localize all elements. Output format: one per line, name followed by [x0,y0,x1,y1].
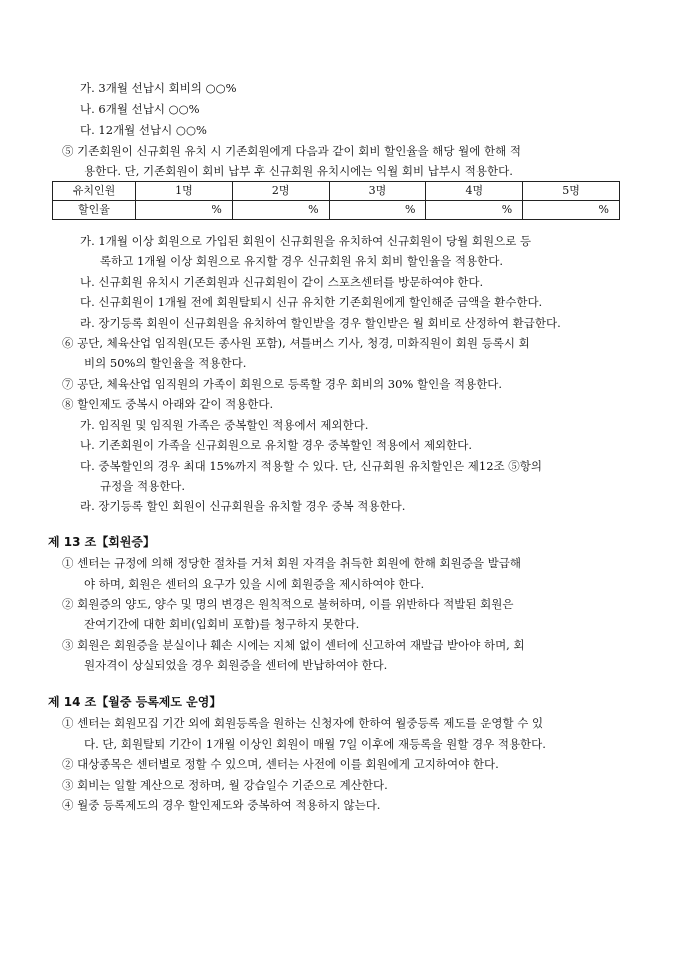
table-cell-1: 1명 [136,182,233,201]
item7: ⑦ 공단, 체육산업 임직원의 가족이 회원으로 등록할 경우 회비의 30% 할인을 적용한다. [62,377,503,391]
article14-item1-line2: 다. 단, 회원탈퇴 기간이 1개월 이상인 회원이 매월 7일 이후에 재등록을 원할 경우 적용한다. [84,737,546,751]
table-pct-2: % [232,201,329,220]
article13-item1-line1: ① 센터는 규정에 의해 정당한 절차를 거쳐 회원 자격을 취득한 회원에 한해 회원증을 발급해 [62,556,521,570]
item5-sub-da: 다. 신규회원이 1개월 전에 회원탈퇴시 신규 유치한 기존회원에게 할인해준 금액을 환수한다. [80,295,543,309]
article14-item2: ② 대상종목은 센터별로 정할 수 있으며, 센터는 사전에 이를 회원에게 고지하여야 한다. [62,757,499,771]
item5-line2: 용한다. 단, 기존회원이 회비 납부 후 신규회원 유치시에는 익월 회비 납부시 적용한다. [84,164,513,178]
table-header-headcount: 유치인원 [53,182,136,201]
article14-title: 제 14 조【월중 등록제도 운영】 [48,695,222,709]
table-header-discount: 할인율 [53,201,136,220]
article14-item4: ④ 월중 등록제도의 경우 할인제도와 중복하여 적용하지 않는다. [62,798,381,812]
prepay-12-months: 다. 12개월 선납시 ○○% [80,123,207,137]
item8-da-line1: 다. 중복할인의 경우 최대 15%까지 적용할 수 있다. 단, 신규회원 유치할인은 제12조 ⑤항의 [80,459,543,473]
table-pct-4: % [426,201,523,220]
referral-discount-table [52,181,620,220]
table-pct-3: % [329,201,426,220]
item5-sub-ga-line1: 가. 1개월 이상 회원으로 가입된 회원이 신규회원을 유치하여 신규회원이 당월 회원으로 등 [80,234,532,248]
article14-item1-line1: ① 센터는 회원모집 기간 외에 회원등록을 원하는 신청자에 한하여 월중등록 제도를 운영할 수 있 [62,716,544,730]
article13-item3-line1: ③ 회원은 회원증을 분실이나 훼손 시에는 지체 없이 센터에 신고하여 재발급 받아야 하며, 회 [62,638,525,652]
table-row-discount [53,201,620,220]
table-cell-2: 2명 [232,182,329,201]
item6-line2: 비의 50%의 할인율을 적용한다. [84,356,247,370]
item5-line1: ⑤ 기존회원이 신규회원 유치 시 기존회원에게 다음과 같이 회비 할인율을 해당 월에 한해 적 [62,144,521,158]
item8-da-line2: 규정을 적용한다. [100,479,186,493]
table-cell-3: 3명 [329,182,426,201]
prepay-6-months: 나. 6개월 선납시 ○○% [80,102,200,116]
table-pct-1: % [136,201,233,220]
item8-ra: 라. 장기등록 할인 회원이 신규회원을 유치할 경우 중복 적용한다. [80,499,406,513]
table-row-headcount [53,182,620,201]
article13-item3-line2: 원자격이 상실되었을 경우 회원증을 센터에 반납하여야 한다. [84,658,388,672]
article13-title: 제 13 조【회원증】 [48,535,156,549]
item8-line1: ⑧ 할인제도 중복시 아래와 같이 적용한다. [62,397,274,411]
item8-ga: 가. 임직원 및 임직원 가족은 중복할인 적용에서 제외한다. [80,418,369,432]
item5-sub-ra: 라. 장기등록 회원이 신규회원을 유치하여 할인받을 경우 할인받은 월 회비로 산정하여 환급한다. [80,316,561,330]
item6-line1: ⑥ 공단, 체육산업 임직원(모든 종사원 포함), 셔틀버스 기사, 청경, 미화직원이 회원 등록시 회 [62,336,530,350]
item8-na: 나. 기존회원이 가족을 신규회원으로 유치할 경우 중복할인 적용에서 제외한다. [80,438,473,452]
table-cell-4: 4명 [426,182,523,201]
item5-sub-na: 나. 신규회원 유치시 기존회원과 신규회원이 같이 스포츠센터를 방문하여야 한다. [80,275,484,289]
article13-item1-line2: 야 하며, 회원은 센터의 요구가 있을 시에 회원증을 제시하여야 한다. [84,577,425,591]
item5-sub-ga-line2: 록하고 1개월 이상 회원으로 유지할 경우 신규회원 유치 회비 할인율을 적용한다. [100,254,504,268]
article14-item3: ③ 회비는 일할 계산으로 정하며, 월 강습일수 기준으로 계산한다. [62,778,388,792]
table-cell-5: 5명 [523,182,620,201]
article13-item2-line2: 잔여기간에 대한 회비(입회비 포함)를 청구하지 못한다. [84,617,360,631]
prepay-3-months: 가. 3개월 선납시 회비의 ○○% [80,81,237,95]
article13-item2-line1: ② 회원증의 양도, 양수 및 명의 변경은 원칙적으로 불허하며, 이를 위반하다 적발된 회원은 [62,597,514,611]
table-pct-5: % [523,201,620,220]
